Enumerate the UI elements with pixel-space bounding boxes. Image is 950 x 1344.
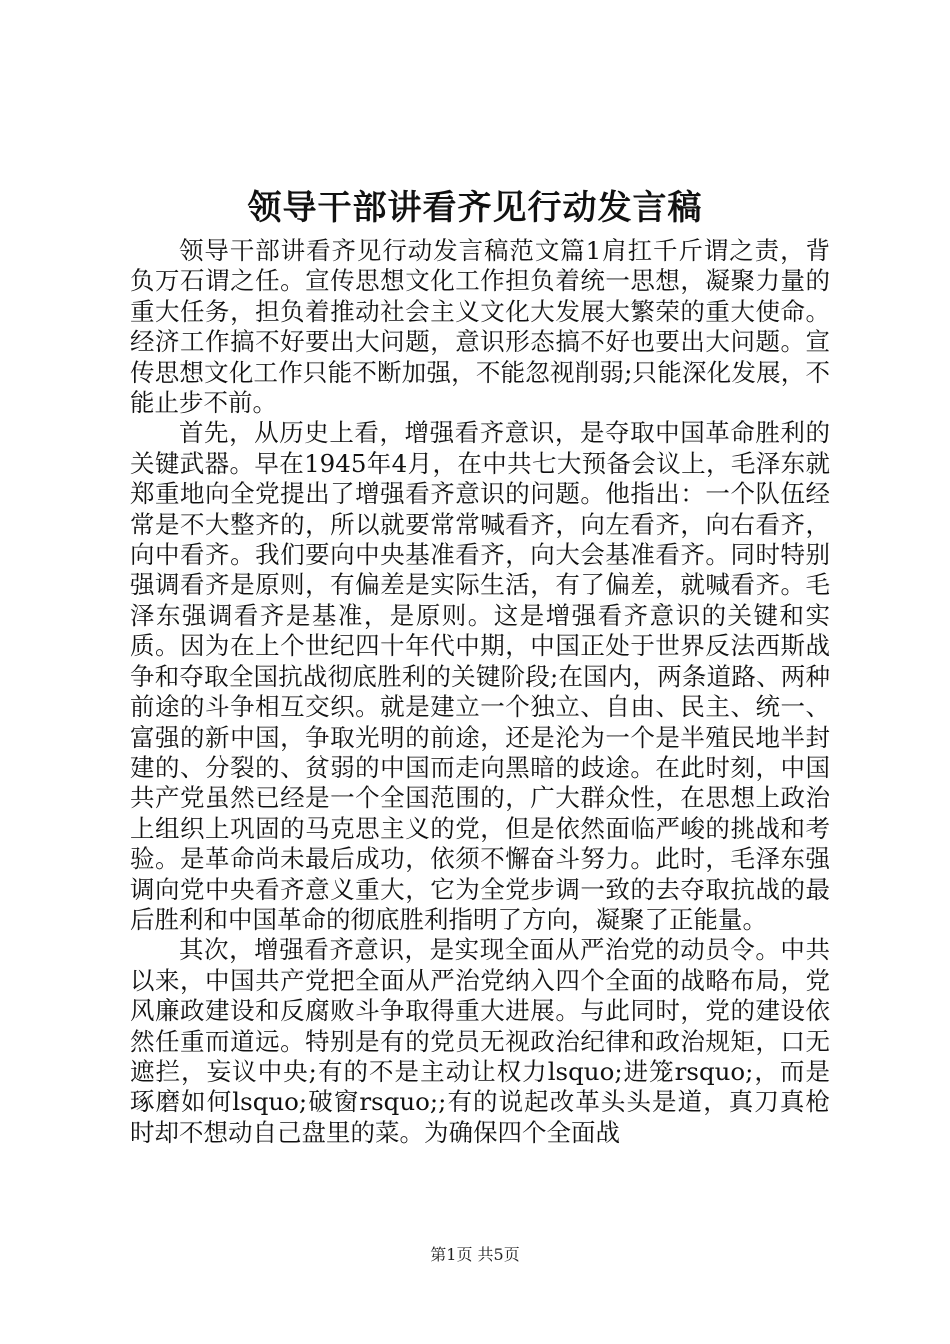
document-body [130,236,830,1148]
page-footer: 第1页 共5页 [430,1245,520,1264]
document-title: 领导干部讲看齐见行动发言稿 [247,188,703,228]
paragraph: 领导干部讲看齐见行动发言稿范文篇1肩扛千斤谓之责，背负万石谓之任。宣传思想文化工作担负着统一思想，凝聚力量的重大任务，担负着推动社会主义文化大发展大繁荣的重大使命。经济工作搞不好要出大问题，意识形态搞不好也要出大问题。宣传思想文化工作只能不断加强，不能忽视削弱;只能深化发展，不能止步不前。 [130,236,830,418]
paragraph: 其次，增强看齐意识，是实现全面从严治党的动员令。中共以来，中国共产党把全面从严治党纳入四个全面的战略布局，党风廉政建设和反腐败斗争取得重大进展。与此同时，党的建设依然任重而道远。特别是有的党员无视政治纪律和政治规矩，口无遮拦，妄议中央;有的不是主动让权力lsquo;进笼rsquo;，而是琢磨如何lsquo;破窗rsquo;;有的说起改革头头是道，真刀真枪时却不想动自己盘里的菜。为确保四个全面战 [130,935,830,1147]
paragraph: 首先，从历史上看，增强看齐意识，是夺取中国革命胜利的关键武器。早在1945年4月，在中共七大预备会议上，毛泽东就郑重地向全党提出了增强看齐意识的问题。他指出：一个队伍经常是不大整齐的，所以就要常常喊看齐，向左看齐，向右看齐，向中看齐。我们要向中央基准看齐，向大会基准看齐。同时特别强调看齐是原则，有偏差是实际生活，有了偏差，就喊看齐。毛泽东强调看齐是基准，是原则。这是增强看齐意识的关键和实质。因为在上个世纪四十年代中期，中国正处于世界反法西斯战争和夺取全国抗战彻底胜利的关键阶段;在国内，两条道路、两种前途的斗争相互交织。就是建立一个独立、自由、民主、统一、富强的新中国，争取光明的前途，还是沦为一个是半殖民地半封建的、分裂的、贫弱的中国而走向黑暗的歧途。在此时刻，中国共产党虽然已经是一个全国范围的，广大群众性，在思想上政治上组织上巩固的马克思主义的党，但是依然面临严峻的挑战和考验。是革命尚未最后成功，依须不懈奋斗努力。此时，毛泽东强调向党中央看齐意义重大，它为全党步调一致的去夺取抗战的最后胜利和中国革命的彻底胜利指明了方向，凝聚了正能量。 [130,418,830,934]
